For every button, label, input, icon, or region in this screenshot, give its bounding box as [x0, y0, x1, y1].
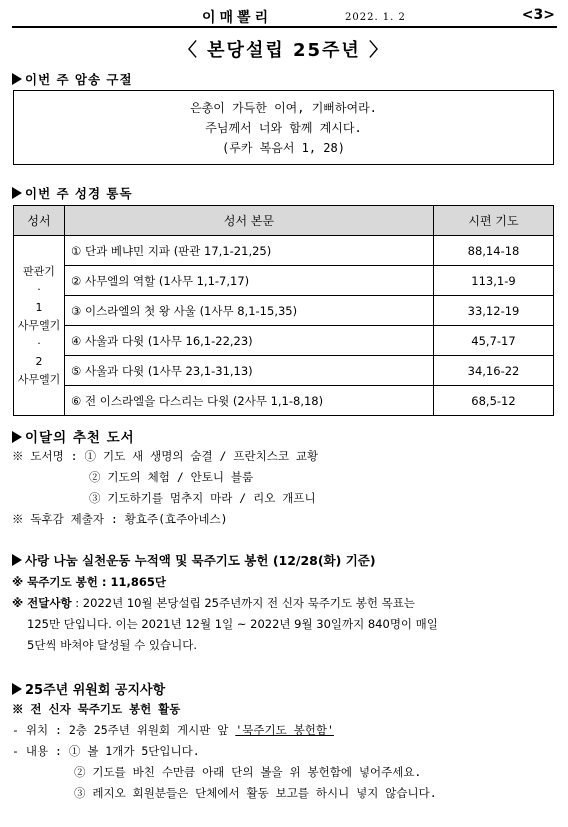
rosary-count: ※ 묵주기도 봉헌 : 11,865단 — [12, 575, 166, 589]
triangle-bullet-icon — [12, 187, 22, 199]
reading-text: ⑤ 사울과 다윗 (1사무 23,1-31,13) — [65, 356, 434, 386]
content-item: ② 기도를 바친 수만큼 아래 단의 볼을 위 봉헌함에 넣어주세요. — [74, 765, 422, 779]
reading-text: ⑥ 전 이스라엘을 다스리는 다윗 (2사무 1,1-8,18) — [65, 386, 434, 416]
books-label: ※ 도서명 : — [12, 449, 78, 463]
content-item: ③ 레지오 회원분들은 단체에서 활동 보고를 하시니 넣지 않습니다. — [74, 786, 437, 800]
books-heading: 이달의 추천 도서 — [12, 426, 135, 446]
col-book: 성서 — [14, 206, 65, 236]
reading-text: ① 단과 베냐민 지파 (판관 17,1-21,25) — [65, 236, 434, 266]
page-number: <3> — [521, 7, 555, 23]
committee-sub: ※ 전 신자 묵주기도 봉헌 활동 — [12, 702, 181, 716]
bulletin-date: 2022. 1. 2 — [345, 12, 406, 23]
table-row — [14, 386, 554, 416]
reading-text: ② 사무엘의 역할 (1사무 1,1-7,17) — [65, 266, 434, 296]
table-header-row — [14, 206, 554, 236]
verse-line: 은총이 가득한 이여, 기뻐하여라. — [190, 101, 377, 115]
verse-line: 주님께서 너와 함께 계시다. — [205, 121, 362, 135]
triangle-bullet-icon — [12, 683, 22, 695]
content-item: ① 볼 1개가 5단입니다. — [68, 744, 200, 758]
triangle-bullet-icon — [12, 73, 22, 85]
books-list — [12, 446, 318, 530]
page-title: 〈 본당설립 25주년 〉 — [178, 40, 390, 61]
memory-verse-box — [13, 90, 554, 165]
rosary-box-link: '묵주기도 봉헌함' — [235, 723, 334, 737]
table-row — [14, 296, 554, 326]
committee-body — [12, 699, 557, 804]
table-row — [14, 236, 554, 266]
psalm-prayer: 33,12-19 — [434, 296, 554, 326]
verse-reference: (루카 복음서 1, 28) — [222, 141, 345, 155]
col-text: 성서 본문 — [65, 206, 434, 236]
memory-heading: 이번 주 암송 구절 — [12, 70, 133, 88]
psalm-prayer: 34,16-22 — [434, 356, 554, 386]
location-text: - 위치 : 2층 25주년 위원회 게시판 앞 — [12, 723, 236, 737]
report-submitter: ※ 독후감 제출자 : 황효주(효주아네스) — [12, 512, 228, 526]
book-item: ② 기도의 체험 / 안토니 블룸 — [89, 470, 254, 484]
reading-heading: 이번 주 성경 통독 — [12, 184, 133, 202]
committee-heading: 25주년 위원회 공지사항 — [12, 679, 165, 698]
psalm-prayer: 88,14-18 — [434, 236, 554, 266]
notice-text: 5단씩 바쳐야 달성될 수 있습니다. — [27, 638, 198, 652]
notice-label: ※ 전달사항 — [12, 596, 72, 610]
campaign-body — [12, 572, 557, 656]
content-label: - 내용 : — [12, 744, 69, 758]
notice-text: 125만 단입니다. 이는 2021년 12월 1일 ~ 2022년 9월 30일까지 840명이 매일 — [27, 617, 438, 631]
book-item: ① 기도 새 생명의 숨결 / 프란치스코 교황 — [84, 449, 319, 463]
table-row — [14, 326, 554, 356]
notice-text: : 2022년 10월 본당설립 25주년까지 전 신자 묵주기도 봉헌 목표는 — [71, 596, 415, 610]
psalm-prayer: 68,5-12 — [434, 386, 554, 416]
psalm-prayer: 45,7-17 — [434, 326, 554, 356]
book-item: ③ 기도하기를 멈추지 마라 / 리오 개프니 — [89, 491, 316, 505]
triangle-bullet-icon — [12, 554, 22, 566]
page-header — [12, 4, 557, 28]
bulletin-name: 이매뽈리 — [202, 10, 273, 26]
reading-text: ③ 이스라엘의 첫 왕 사울 (1사무 8,1-15,35) — [65, 296, 434, 326]
psalm-prayer: 113,1-9 — [434, 266, 554, 296]
reading-text: ④ 사울과 다윗 (1사무 16,1-22,23) — [65, 326, 434, 356]
table-row — [14, 356, 554, 386]
triangle-bullet-icon — [12, 431, 22, 443]
col-prayer: 시편 기도 — [434, 206, 554, 236]
reading-table — [13, 205, 554, 416]
campaign-heading: 사랑 나눔 실천운동 누적액 및 묵주기도 봉헌 (12/28(화) 기준) — [12, 551, 376, 569]
book-cell: 판관기 · 1 사무엘기 · 2 사무엘기 — [14, 236, 65, 416]
table-row — [14, 266, 554, 296]
